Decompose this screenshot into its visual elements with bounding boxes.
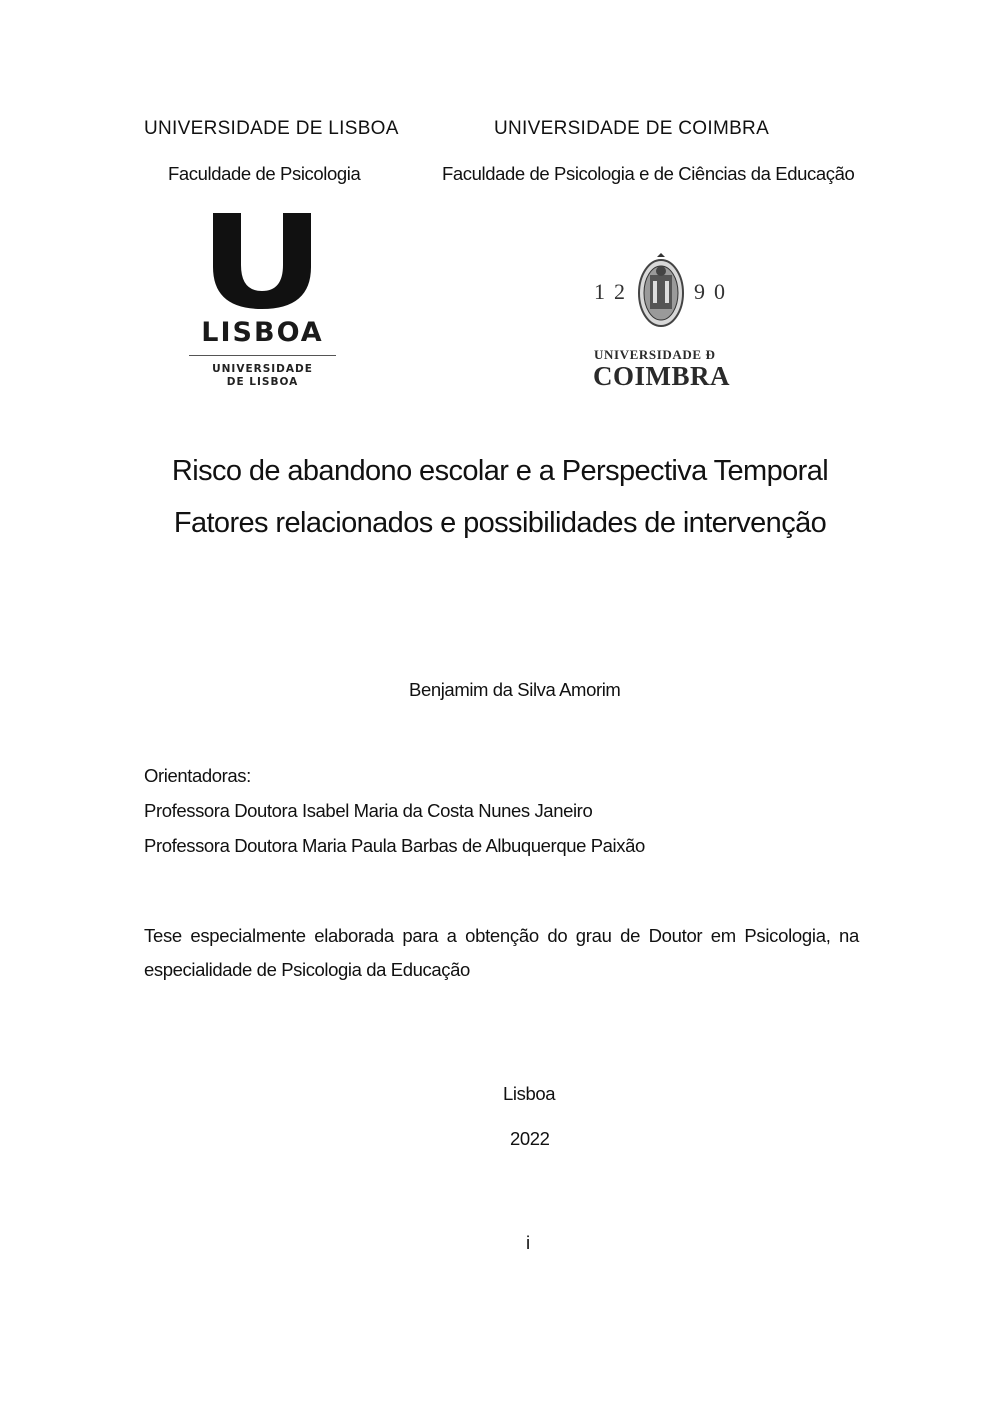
supervisor-name: Professora Doutora Isabel Maria da Costa Nunes Janeiro <box>144 800 593 821</box>
left-university-name: UNIVERSIDADE DE LISBOA <box>144 118 399 139</box>
coimbra-seal-icon <box>637 253 685 329</box>
lisboa-logo-sub-line1: UNIVERSIDADE <box>212 363 313 375</box>
lisboa-logo-divider <box>189 355 336 356</box>
universidade-de-coimbra-logo <box>590 253 735 393</box>
right-faculty-name: Faculdade de Psicologia e de Ciências da Educação <box>442 163 855 184</box>
page-number: i <box>526 1232 530 1253</box>
coimbra-logo-line1: UNIVERSIDADE Đ <box>594 347 716 362</box>
lisboa-logo-sub-line2: DE LISBOA <box>226 376 299 388</box>
lisboa-u-icon <box>213 213 311 309</box>
right-university-name: UNIVERSIDADE DE COIMBRA <box>494 118 770 139</box>
author-name: Benjamim da Silva Amorim <box>409 679 621 700</box>
place: Lisboa <box>503 1083 556 1104</box>
coimbra-year-left: 12 <box>594 279 634 304</box>
lisboa-logo-wordmark: LISBOA <box>201 317 324 348</box>
left-faculty-name: Faculdade de Psicologia <box>168 163 361 184</box>
thesis-title-line2: Fatores relacionados e possibilidades de intervenção <box>173 507 827 539</box>
coimbra-logo-wordmark: COIMBRA <box>593 361 730 391</box>
coimbra-year-right: 90 <box>694 279 734 304</box>
thesis-note-line1: Tese especialmente elaborada para a obtenção do grau de Doutor em Psicologia, na <box>144 925 859 946</box>
thesis-note-line2: especialidade de Psicologia da Educação <box>144 959 470 980</box>
year: 2022 <box>510 1128 550 1149</box>
universidade-de-lisboa-logo <box>189 213 336 391</box>
supervisors-label: Orientadoras: <box>144 765 251 786</box>
supervisor-name: Professora Doutora Maria Paula Barbas de Albuquerque Paixão <box>144 835 645 856</box>
thesis-title-line1: Risco de abandono escolar e a Perspectiva Temporal <box>171 455 829 487</box>
